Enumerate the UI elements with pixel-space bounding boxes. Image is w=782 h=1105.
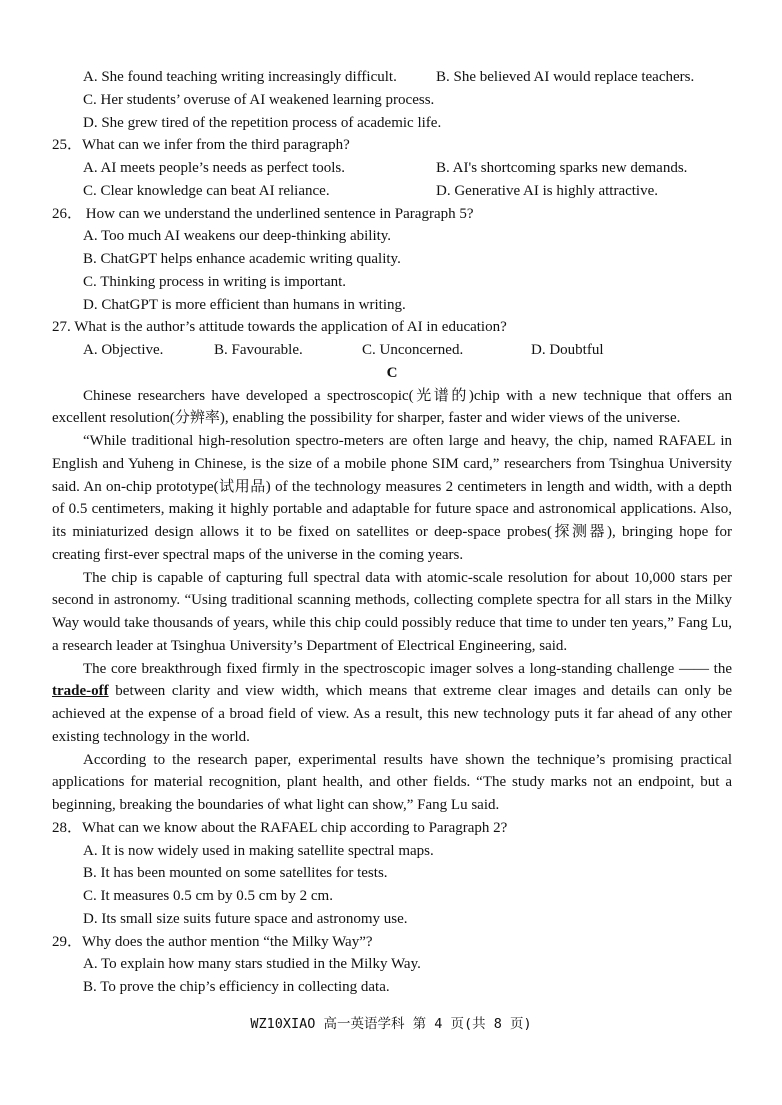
q27-option-c: C. Unconcerned. (362, 342, 464, 358)
p4-text-after: between clarity and view width, which means that extreme clear images and details can only be achieved at the expense of a broad field of view. As a result, this new technology puts it far ahead of any other existing technology in the world. (52, 683, 732, 745)
passage-paragraph-3: The chip is capable of capturing full spectral data with atomic-scale resolution for about 10,000 stars per second in astronomy. “Using traditional scanning methods, collecting complete spectra for all stars in the Milky Way would take thousands of years, while this chip could possibly reduce that time to under ten years,” Fang Lu, a research leader at Tsinghua University’s Department of Electrical Engineering, said. (52, 569, 732, 654)
q25-options-cd (52, 180, 732, 203)
q25-options-ab (52, 157, 732, 180)
section-title: C (386, 364, 398, 381)
passage-paragraph-5: According to the research paper, experimental results have shown the technique’s promising practical applications for material recognition, plant health, and other fields. “The study marks not an endpoint, but a beginning, breaking the boundaries of what light can show,” Fang Lu said. (52, 751, 732, 813)
q26-option-d: D. ChatGPT is more efficient than humans in writing. (83, 296, 406, 313)
q28-option-b: B. It has been mounted on some satellites for tests. (83, 865, 388, 882)
q29-option-b: B. To prove the chip’s efficiency in collecting data. (83, 979, 390, 995)
q29-stem: 29．Why does the author mention “the Milky Way”? (52, 933, 373, 950)
q24-option-b: B. She believed AI would replace teachers. (436, 69, 695, 85)
q25-option-c: C. Clear knowledge can beat AI reliance. (83, 182, 330, 199)
q28-option-a: A. It is now widely used in making satellite spectral maps. (83, 842, 434, 859)
q27-option-a: A. Objective. (83, 342, 164, 358)
passage-paragraph-1: Chinese researchers have developed a spectroscopic(光谱的)chip with a new technique that offers an excellent resolution(分辨率), enabling the possibility for sharper, faster and wider views of the universe. (52, 387, 732, 427)
q25-option-b: B. AI's shortcoming sparks new demands. (436, 160, 688, 176)
page-footer: WZ10XIAO 高一英语学科 第 4 页(共 8 页) (250, 1016, 532, 1032)
q28-option-c: C. It measures 0.5 cm by 0.5 cm by 2 cm. (83, 888, 333, 904)
q27-stem: 27. What is the author’s attitude towards the application of AI in education? (52, 319, 507, 336)
q28-stem: 28．What can we know about the RAFAEL chip according to Paragraph 2? (52, 819, 508, 836)
q25-stem: 25．What can we infer from the third paragraph? (52, 137, 350, 154)
q24-option-c: C. Her students’ overuse of AI weakened learning process. (83, 91, 435, 108)
passage-paragraph-4 (52, 658, 732, 749)
exam-page (52, 66, 732, 999)
q25-option-a: A. AI meets people’s needs as perfect tools. (83, 160, 346, 176)
p4-text-before: The core breakthrough fixed firmly in the spectroscopic imager solves a long-standing challenge —— the (83, 660, 732, 677)
q27-options (52, 339, 732, 362)
q24-options-ab (52, 66, 732, 89)
q26-option-c: C. Thinking process in writing is important. (83, 273, 347, 290)
q25-option-d: D. Generative AI is highly attractive. (436, 182, 659, 199)
q26-stem: 26． How can we understand the underlined sentence in Paragraph 5? (52, 205, 474, 222)
q28-option-d: D. Its small size suits future space and astronomy use. (83, 910, 408, 927)
q29-option-a: A. To explain how many stars studied in the Milky Way. (83, 956, 421, 973)
q24-option-a: A. She found teaching writing increasingly difficult. (83, 69, 397, 85)
q27-option-b: B. Favourable. (214, 342, 303, 358)
underlined-term: trade-off (52, 683, 109, 700)
q26-option-b: B. ChatGPT helps enhance academic writing quality. (83, 251, 401, 267)
q26-option-a: A. Too much AI weakens our deep-thinking ability. (83, 228, 392, 245)
q24-option-d: D. She grew tired of the repetition process of academic life. (83, 114, 442, 131)
passage-paragraph-2: “While traditional high-resolution spectro-meters are often large and heavy, the chip, named RAFAEL in English and Yuheng in Chinese, is the size of a mobile phone SIM card,” researchers from Tsinghua University said. An on-chip prototype(试用品) of the technology measures 2 centimeters in length and width, with a depth of 0.5 centimeters, making it highly portable and adaptable for future space and astronomical applications. Also, its miniaturized design allows it to be fixed on satellites or deep-space probes(探测器), bringing hope for creating first-ever spectral maps of the universe in the coming years. (52, 433, 732, 563)
q27-option-d: D. Doubtful (531, 342, 604, 358)
